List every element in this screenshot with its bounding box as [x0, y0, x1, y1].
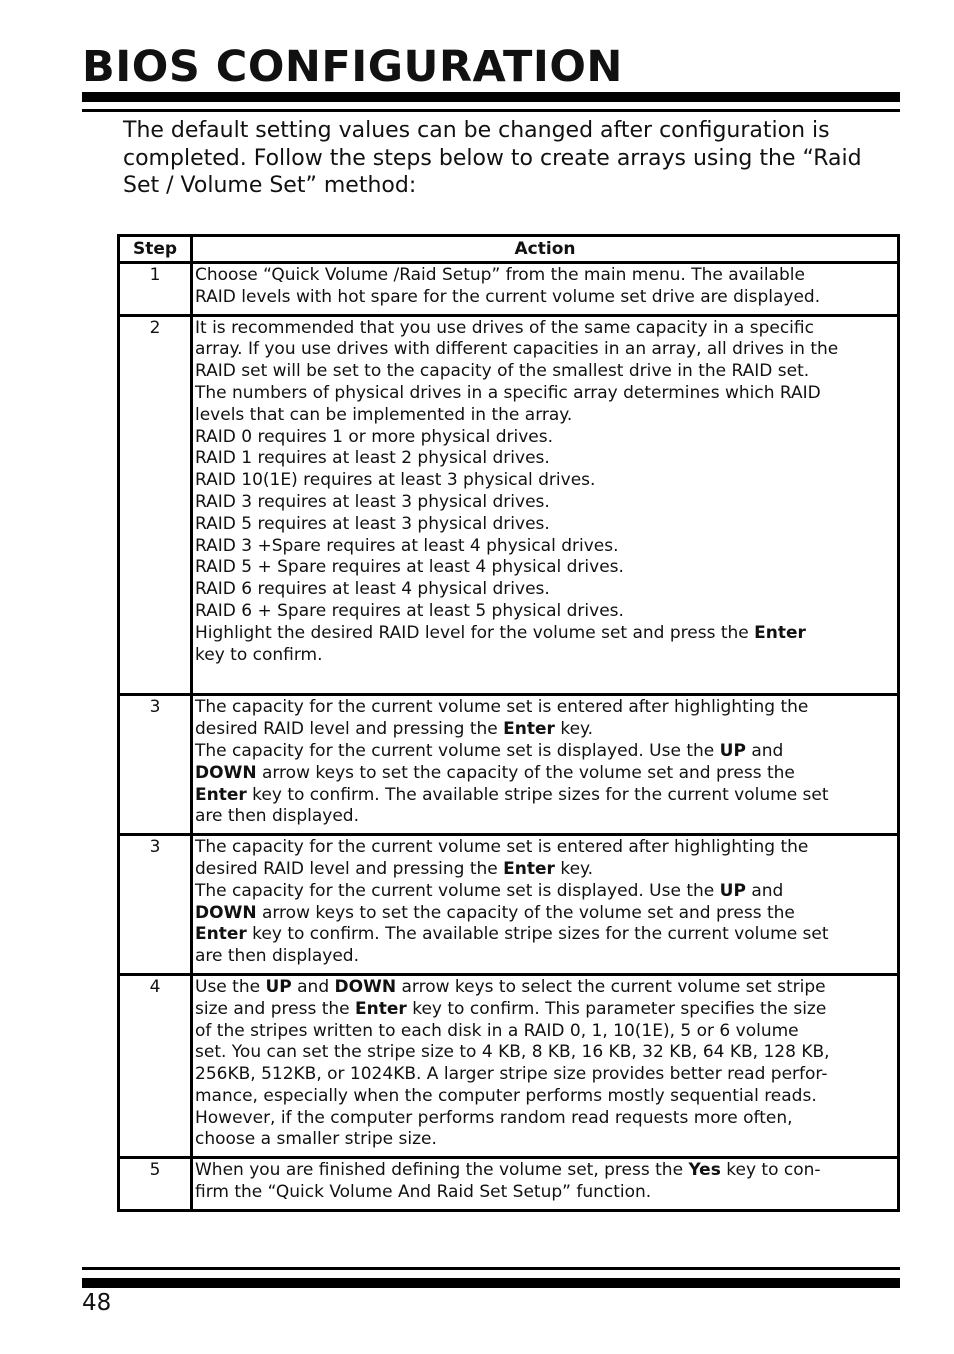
action-text: The capacity for the current volume set is entered after highlighting the: [195, 837, 809, 858]
table-row: [119, 974, 899, 1157]
action-text: are then displayed.: [195, 806, 359, 827]
step-action: [192, 835, 899, 975]
action-line: [195, 339, 897, 361]
key-name: Enter: [754, 622, 806, 643]
action-text: RAID levels with hot spare for the current volume set drive are displayed.: [195, 286, 821, 307]
step-number: 1: [119, 263, 192, 316]
action-line: [195, 405, 897, 427]
action-text: key.: [554, 719, 594, 740]
action-text: However, if the computer performs random read requests more often,: [195, 1107, 793, 1128]
action-line: [195, 1108, 897, 1130]
step-action: [192, 1158, 899, 1211]
action-line: [195, 859, 897, 881]
step-action: [192, 315, 899, 695]
action-text: When you are finished defining the volume set, press the: [195, 1160, 689, 1181]
action-line: [195, 579, 897, 601]
action-line: [195, 427, 897, 449]
header-rule-thick: [82, 92, 900, 102]
action-line: [195, 1160, 897, 1182]
action-text: key to confirm. This parameter specifies the size: [406, 998, 827, 1019]
action-line: [195, 492, 897, 514]
key-name: Enter: [195, 784, 247, 805]
action-text: Use the: [195, 976, 266, 997]
footer-rule-thin: [82, 1267, 900, 1270]
page-title: BIOS CONFIGURATION: [82, 42, 623, 92]
action-text: arrow keys to set the capacity of the volume set and press the: [256, 762, 795, 783]
action-text: RAID 5 requires at least 3 physical drives.: [195, 513, 550, 534]
action-line: [195, 741, 897, 763]
action-text: RAID 5 + Spare requires at least 4 physical drives.: [195, 557, 624, 578]
action-line: [195, 601, 897, 623]
action-text: RAID set will be set to the capacity of the smallest drive in the RAID set.: [195, 361, 810, 382]
action-text: RAID 6 requires at least 4 physical drives.: [195, 579, 550, 600]
action-line: [195, 557, 897, 579]
action-text: key.: [554, 858, 594, 879]
step-column-header: Step: [119, 236, 192, 263]
table-row: [119, 835, 899, 975]
action-text: RAID 3 requires at least 3 physical drives.: [195, 491, 550, 512]
action-text: key to confirm. The available stripe sizes for the current volume set: [246, 924, 829, 945]
key-name: DOWN: [195, 762, 257, 783]
table-row: [119, 695, 899, 835]
action-line: [195, 1042, 897, 1064]
step-number: 4: [119, 974, 192, 1157]
step-number: 5: [119, 1158, 192, 1211]
action-text: RAID 10(1E) requires at least 3 physical drives.: [195, 470, 596, 491]
action-text: arrow keys to set the capacity of the volume set and press the: [256, 902, 795, 923]
action-line: [195, 448, 897, 470]
key-name: Enter: [195, 924, 247, 945]
action-line: [195, 719, 897, 741]
action-text: and: [291, 976, 335, 997]
action-line: [195, 645, 897, 667]
action-text: firm the “Quick Volume And Raid Set Setup” function.: [195, 1182, 652, 1203]
action-text: 256KB, 512KB, or 1024KB. A larger stripe size provides better read perfor-: [195, 1064, 828, 1085]
footer-rule-thick: [82, 1278, 900, 1288]
action-text: Choose “Quick Volume /Raid Setup” from the main menu. The available: [195, 265, 805, 285]
action-line: [195, 837, 897, 859]
step-number: 3: [119, 835, 192, 975]
key-name: Yes: [688, 1160, 721, 1181]
action-line: [195, 623, 897, 645]
action-line: [195, 514, 897, 536]
action-line: [195, 697, 897, 719]
action-text: are then displayed.: [195, 946, 359, 967]
action-line: [195, 361, 897, 383]
action-text: levels that can be implemented in the array.: [195, 404, 573, 425]
action-text: It is recommended that you use drives of the same capacity in a specific: [195, 317, 814, 338]
action-line: [195, 1182, 897, 1204]
blank-line: [195, 666, 897, 688]
action-text: RAID 6 + Spare requires at least 5 physical drives.: [195, 600, 624, 621]
key-name: UP: [719, 880, 746, 901]
key-name: Enter: [503, 719, 555, 740]
action-column-header: Action: [192, 236, 899, 263]
action-text: key to confirm.: [195, 644, 323, 665]
action-text: arrow keys to select the current volume set stripe: [396, 976, 826, 997]
action-line: [195, 806, 897, 828]
table-row: [119, 263, 899, 316]
action-line: [195, 763, 897, 785]
action-text: array. If you use drives with different capacities in an array, all drives in the: [195, 339, 839, 360]
action-text: RAID 0 requires 1 or more physical drives.: [195, 426, 554, 447]
key-name: DOWN: [334, 976, 397, 997]
action-line: [195, 1086, 897, 1108]
action-text: The numbers of physical drives in a specific array determines which RAID: [195, 382, 821, 403]
action-line: [195, 383, 897, 405]
action-line: [195, 924, 897, 946]
action-line: [195, 881, 897, 903]
action-text: set. You can set the stripe size to 4 KB, 8 KB, 16 KB, 32 KB, 64 KB, 128 KB,: [195, 1042, 830, 1063]
action-text: The capacity for the current volume set is entered after highlighting the: [195, 697, 809, 718]
action-text: The capacity for the current volume set is displayed. Use the: [195, 740, 720, 761]
table-header-row: [119, 236, 899, 263]
action-text: choose a smaller stripe size.: [195, 1129, 437, 1150]
steps-table: [117, 234, 900, 1212]
action-text: and: [745, 740, 784, 761]
key-name: Enter: [503, 858, 555, 879]
step-action: [192, 974, 899, 1157]
action-text: mance, especially when the computer performs mostly sequential reads.: [195, 1085, 817, 1106]
action-text: RAID 1 requires at least 2 physical drives.: [195, 448, 550, 469]
action-line: [195, 977, 897, 999]
action-line: [195, 785, 897, 807]
table-row: [119, 315, 899, 695]
header-rule-thin: [82, 109, 900, 112]
table-row: [119, 1158, 899, 1211]
step-action: [192, 263, 899, 316]
action-text: Highlight the desired RAID level for the volume set and press the: [195, 622, 755, 643]
action-line: [195, 903, 897, 925]
action-text: desired RAID level and pressing the: [195, 858, 504, 879]
action-line: [195, 470, 897, 492]
action-line: [195, 265, 897, 287]
action-text: desired RAID level and pressing the: [195, 719, 504, 740]
action-line: [195, 999, 897, 1021]
action-line: [195, 1064, 897, 1086]
action-text: size and press the: [195, 998, 356, 1019]
action-text: key to confirm. The available stripe sizes for the current volume set: [246, 784, 829, 805]
step-number: 3: [119, 695, 192, 835]
step-action: [192, 695, 899, 835]
key-name: Enter: [355, 998, 407, 1019]
action-line: [195, 536, 897, 558]
intro-paragraph: The default setting values can be changed after configuration is completed. Follow the steps below to create arrays using the “Raid Set / Volume Set” method:: [123, 118, 862, 198]
key-name: UP: [719, 740, 746, 761]
step-number: 2: [119, 315, 192, 695]
action-text: key to con-: [720, 1160, 821, 1181]
key-name: DOWN: [195, 902, 257, 923]
steps-table-body: [119, 263, 899, 1211]
action-text: RAID 3 +Spare requires at least 4 physical drives.: [195, 535, 619, 556]
action-text: The capacity for the current volume set is displayed. Use the: [195, 880, 720, 901]
action-text: of the stripes written to each disk in a RAID 0, 1, 10(1E), 5 or 6 volume: [195, 1020, 799, 1041]
key-name: UP: [265, 976, 292, 997]
action-line: [195, 1021, 897, 1043]
action-line: [195, 1129, 897, 1151]
page-number: 48: [82, 1290, 112, 1316]
action-line: [195, 318, 897, 340]
action-line: [195, 946, 897, 968]
action-line: [195, 287, 897, 309]
action-text: and: [745, 880, 784, 901]
